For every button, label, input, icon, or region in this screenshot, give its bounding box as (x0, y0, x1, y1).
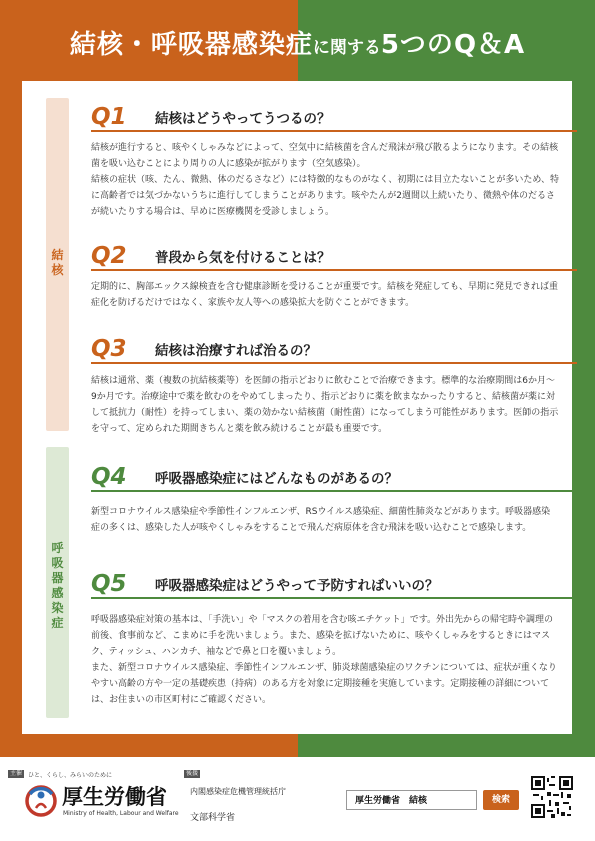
q5-answer-para: また、新型コロナウイルス感染症、季節性インフルエンザ、肺炎球菌感染症のワクチンについては、症状が重くなりやすい高齢の方や一定の基礎疾患（持病）のある方を対象に定期接種を実施しています。定期接種の詳細については、お住まいの市区町村にご確認ください。 (91, 663, 557, 705)
title-qa: Q＆A (453, 30, 526, 60)
q2-heading (91, 241, 577, 271)
mext-name: 文部科学省 (190, 813, 236, 823)
q4-answer-para: 新型コロナウイルス感染症や季節性インフルエンザ、RSウイルス感染症、細菌性肺炎などがあります。呼吸器感染症の多くは、感染した人が咳やくしゃみをすることで飛んだ病原体を含む飛沫を吸い込むことで感染します。 (91, 507, 551, 533)
resp-label-char: 感 (51, 586, 64, 600)
mhlw-name: 厚生労働省 (62, 784, 167, 809)
q4-heading (91, 462, 577, 492)
mhlw-english-name: Ministry of Health, Labour and Welfare (63, 810, 179, 817)
q2-answer-para: 定期的に、胸部エックス線検査を含む健康診断を受けることが重要です。結核を発症しても、早期に発見できれば重症化を防げるだけではなく、家族や友人等への感染拡大を防ぐことができます。 (91, 282, 559, 308)
q3-answer-para: 結核は通常、薬（複数の抗結核薬等）を医師の指示どおりに飲むことで治療できます。標準的な治療期間は6か月～9か月です。治療途中で薬を飲むのをやめてしまったり、指示どおりに薬を飲まなかったりすると、結核菌が薬に対して抵抗力（耐性）を持ってしまい、薬の効かない結核菌（耐性菌）になってしまう可能性があります。医師の指示を守って、定められた期間きちんと薬を飲み続けることが最も重要です。 (91, 376, 559, 434)
cabinet-office-name: 内閣感染症危機管理統括庁 (190, 787, 286, 796)
q3-question: 結核は治療すれば治るの？ (155, 343, 317, 359)
q1-rule (91, 130, 577, 132)
q4-answer (91, 504, 559, 536)
q1-heading (91, 102, 577, 132)
resp-label-char: 症 (51, 616, 64, 630)
q5-answer-para: 呼吸器感染症対策の基本は、「手洗い」や「マスクの着用を含む咳エチケット」です。外出先からの帰宅時や調理の前後、食事前など、こまめに手を洗いましょう。また、感染を拡げないために、咳やくしゃみをするときにはマスク、ティッシュ、ハンカチ、袖などで鼻と口を覆いましょう。 (91, 615, 553, 657)
q3-heading (91, 334, 577, 364)
q3-rule (91, 362, 577, 364)
q1-answer (91, 140, 559, 220)
title-count: 5つの (380, 30, 454, 60)
q4-number: Q4 (91, 464, 127, 490)
q4-rule (91, 490, 577, 492)
resp-label-char: 器 (51, 571, 64, 585)
search-field[interactable]: 厚生労働省 結核 (346, 790, 477, 810)
qr-code-icon[interactable] (531, 776, 573, 818)
q5-answer (91, 612, 559, 708)
host-label: 主催 (10, 770, 23, 777)
q5-heading (91, 569, 577, 599)
search-button[interactable]: 検索 (483, 790, 519, 810)
support-label: 後援 (186, 770, 199, 777)
resp-section-label (46, 541, 69, 631)
resp-label-char: 染 (51, 601, 64, 615)
q2-number: Q2 (91, 243, 127, 269)
page-title (0, 24, 595, 61)
q4-question: 呼吸器感染症にはどんなものがあるの？ (155, 471, 398, 487)
title-main: 結核・呼吸器感染症 (69, 30, 313, 60)
tb-section-label (46, 248, 69, 278)
tb-label-char: 結 (51, 248, 64, 262)
q1-question: 結核はどうやってうつるの？ (155, 111, 331, 127)
q3-answer (91, 373, 559, 437)
q2-question: 普段から気を付けることは？ (155, 250, 331, 266)
q5-rule (91, 597, 577, 599)
q2-rule (91, 269, 577, 271)
q1-number: Q1 (91, 104, 127, 130)
q5-number: Q5 (91, 571, 127, 597)
resp-label-char: 吸 (51, 556, 64, 570)
title-mid: に関する (312, 38, 381, 58)
q1-answer-para: 結核の症状（咳、たん、微熱、体のだるさなど）には特徴的なものがなく、初期には目立たないことが多いため、特に高齢者では気づかないうちに進行してしまうことがあります。咳やたんが2週間以上続いたり、微熱や体のだるさが続いたりする場合は、早めに医療機関を受診しましょう。 (91, 175, 560, 217)
q1-answer-para: 結核が進行すると、咳やくしゃみなどによって、空気中に結核菌を含んだ飛沫が飛び散るようになります。その結核菌を吸い込むことにより周りの人に感染が拡がります（空気感染）。 (91, 143, 559, 169)
mhlw-logo-icon (24, 784, 58, 818)
q2-answer (91, 279, 559, 311)
q5-question: 呼吸器感染症はどうやって予防すればいいの？ (155, 578, 439, 594)
resp-label-char: 呼 (51, 541, 64, 555)
mhlw-tagline: ひと、くらし、みらいのために (28, 772, 113, 779)
q3-number: Q3 (91, 336, 127, 362)
tb-label-char: 核 (51, 263, 64, 277)
